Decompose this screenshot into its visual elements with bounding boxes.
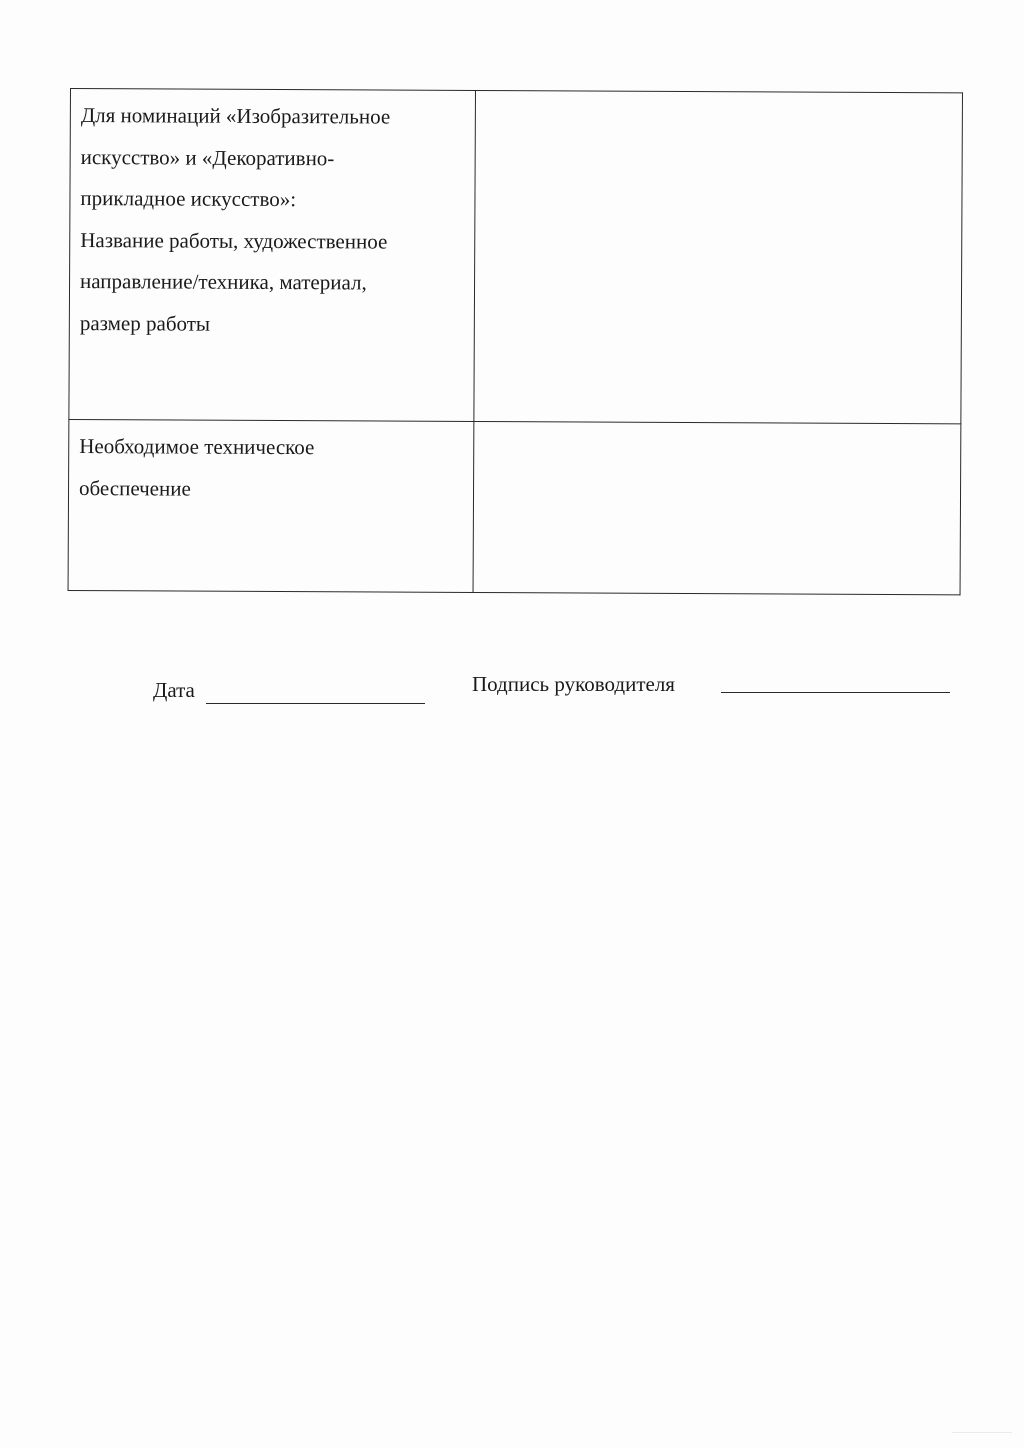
nomination-label-cell	[69, 89, 476, 422]
table-row-nomination	[69, 89, 963, 424]
signature-label: Подпись руководителя	[472, 672, 675, 696]
table-row-technical	[68, 419, 961, 594]
signature-blank-line[interactable]	[721, 692, 950, 693]
signature-area	[153, 672, 973, 712]
nomination-label-line: искусство» и «Декоративно-	[80, 144, 335, 170]
nomination-label-line: размер работы	[79, 310, 211, 336]
nomination-label-line: Название работы, художественное	[80, 227, 388, 254]
scan-edge-mark	[952, 1432, 1012, 1433]
date-blank-line[interactable]	[206, 703, 425, 704]
technical-value-cell[interactable]	[473, 421, 961, 594]
date-label: Дата	[153, 678, 195, 702]
nomination-label-line: Для номинаций «Изобразительное	[80, 103, 391, 129]
technical-label-cell	[68, 419, 474, 592]
nomination-value-cell[interactable]	[474, 90, 963, 423]
nomination-label-line: направление/техника, материал,	[79, 269, 367, 295]
nomination-label-line: прикладное искусство»:	[80, 186, 297, 212]
application-form-table	[68, 88, 963, 595]
technical-label-line: Необходимое техническое	[79, 434, 315, 460]
technical-label-line: обеспечение	[78, 475, 191, 501]
